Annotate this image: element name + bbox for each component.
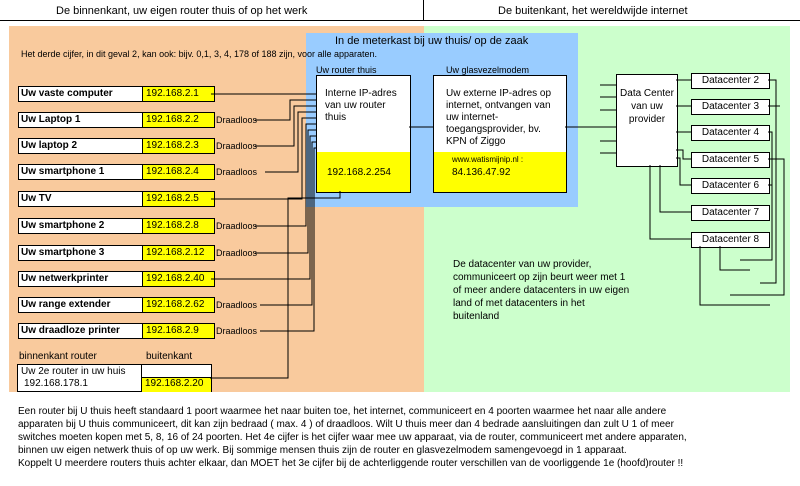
datacenter-item: Datacenter 2 [691,73,770,89]
router-ip: 192.168.2.254 [327,167,391,178]
wire-device [255,130,316,253]
wire-mesh [700,246,770,305]
device-name: Uw TV [18,191,144,207]
device-ip: 192.168.2.1 [142,86,215,102]
wire-mesh [740,132,772,260]
device-name: Uw laptop 2 [18,138,144,154]
device-ip: 192.168.2.9 [142,323,215,339]
second-router-inside-ip: 192.168.178.1 [24,378,88,389]
second-router-inside-label: binnenkant router [19,351,97,362]
device-ip: 192.168.2.40 [142,271,215,287]
device-ip: 192.168.2.12 [142,245,215,261]
second-router-outside-ip: 192.168.2.20 [145,378,204,389]
device-ip: 192.168.2.2 [142,112,215,128]
footer-line: apparaten bij U thuis communiceert, dit kan zijn bedraad ( max. 4 ) of draadloos. Wilt U thuis meer dan 4 bedrade aansluitingen dan zult U 1 of meer [18,419,674,430]
wire-device [211,136,316,279]
device-wireless: Draadloos [216,115,258,125]
wire-mesh [720,246,750,270]
modem-label: Uw glasvezelmodem [446,65,530,75]
footer-line: binnen uw eigen netwerk thuis of op uw werk. Bij sommige mensen thuis zijn de router en glasvezelmodem samengevoegd in 1 apparaat. [18,445,627,456]
modem-text: Uw externe IP-adres op internet, ontvangen van uw internet-toegangsprovider, bv. KPN of Ziggo [446,88,552,147]
footer-line: Koppelt U meerdere routers thuis achter elkaar, dan MOET het 3e cijfer bij de achterliggende router verschillen van de voorliggende 1e (hoofd)router !! [18,458,684,469]
header-left: De binnenkant, uw eigen router thuis of op het werk [56,5,308,17]
device-name: Uw Laptop 1 [18,112,144,128]
wire-dc [676,158,691,185]
datacenter-item: Datacenter 8 [691,232,770,248]
device-wireless: Draadloos [216,141,258,151]
datacenter-item: Datacenter 5 [691,152,770,168]
device-name: Uw netwerkprinter [18,271,144,287]
second-router-outside-label: buitenkant [146,351,193,362]
device-wireless: Draadloos [216,167,258,177]
wire-mesh [760,80,776,283]
wire-device [255,100,316,120]
modem-ip: 84.136.47.92 [452,167,511,178]
device-name: Uw draadloze printer [18,323,144,339]
wire-device [211,118,316,199]
device-name: Uw vaste computer [18,86,144,102]
device-wireless: Draadloos [216,300,258,310]
device-wireless: Draadloos [216,326,258,336]
device-wireless: Draadloos [216,248,258,258]
router-text: Interne IP-adres van uw router thuis [325,88,397,123]
device-ip: 192.168.2.62 [142,297,215,313]
wire-second-router [210,191,340,378]
modem-url: www.watismijnip.nl : [452,155,524,164]
router-label: Uw router thuis [316,65,377,75]
device-name: Uw smartphone 3 [18,245,144,261]
device-ip: 192.168.2.3 [142,138,215,154]
datacenter-item: Datacenter 7 [691,205,770,221]
device-wireless: Draadloos [216,221,258,231]
datacenter-item: Datacenter 4 [691,125,770,141]
device-name: Uw smartphone 1 [18,164,144,180]
datacenter-item: Datacenter 3 [691,99,770,115]
footer-line: switches moeten kopen met 5, 8, 16 of 24 poorten. Het 4e cijfer is het cijfer waar mee uw apparaat, via de router, communiceert met andere apparaten, [18,432,687,443]
note-third-digit: Het derde cijfer, in dit geval 2, kan ook: bijv. 0,1, 3, 4, 178 of 188 zijn, voor alle apparaten. [21,49,378,59]
device-name: Uw range extender [18,297,144,313]
footer-line: Een router bij U thuis heeft standaard 1 poort waarmee het naar buiten toe, het internet, communiceert en 4 poorten waarmee het naar alle andere [18,406,667,417]
wire-device [255,124,316,226]
device-ip: 192.168.2.4 [142,164,215,180]
wire-dc [660,165,691,212]
datacenter-note: De datacenter van uw provider, communiceert op zijn beurt weer met 1 of meer andere datacenters in uw eigen land of met datacenters in het buitenland [453,259,630,322]
device-name: Uw smartphone 2 [18,218,144,234]
header-right: De buitenkant, het wereldwijde internet [498,5,688,17]
second-router-name: Uw 2e router in uw huis [21,366,126,377]
datacenter-item: Datacenter 6 [691,178,770,194]
device-ip: 192.168.2.8 [142,218,215,234]
datacenter-main-label: Data Center van uw provider [620,88,674,125]
wire-dc [650,165,691,239]
device-ip: 192.168.2.5 [142,191,215,207]
meterkast-title: In de meterkast bij uw thuis/ op de zaak [335,35,529,47]
